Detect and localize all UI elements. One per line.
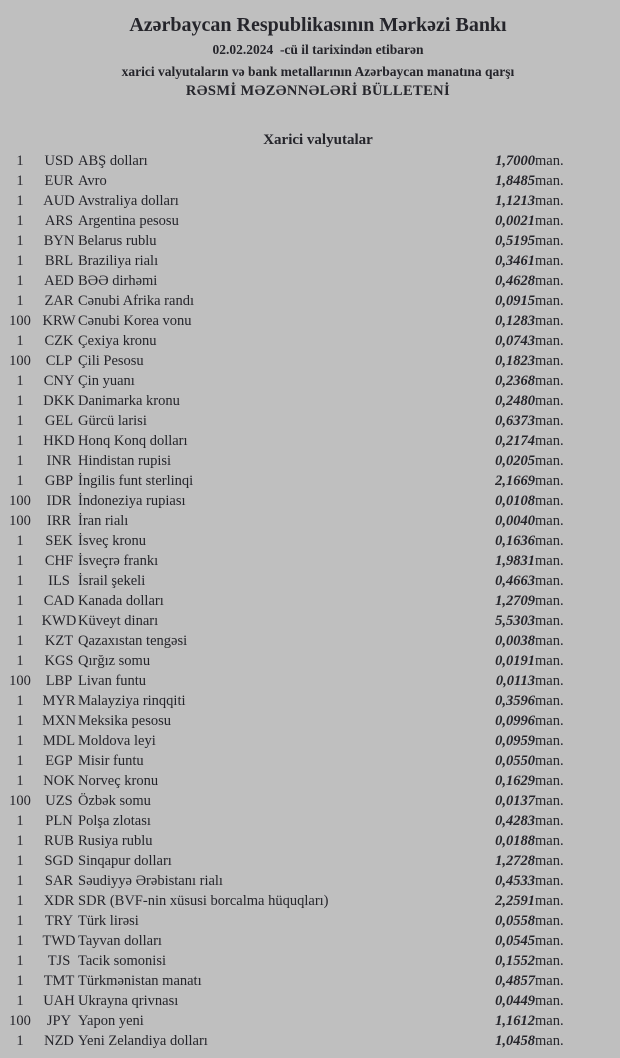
rate-value: 0,4283 [495, 813, 535, 829]
unit-label: man. [535, 493, 564, 509]
rate-value: 0,0449 [495, 993, 535, 1009]
rate-value: 0,4533 [495, 873, 535, 889]
currency-quantity: 1 [16, 733, 24, 749]
unit-label: man. [535, 693, 564, 709]
currency-quantity: 1 [16, 893, 24, 909]
unit-label: man. [535, 573, 564, 589]
currency-code: RUB [44, 833, 74, 849]
currency-name: İsrail şekeli [78, 573, 146, 589]
rate-row [0, 311, 620, 331]
currency-code: TMT [43, 973, 75, 989]
currency-name: Sinqapur dolları [78, 853, 172, 869]
currency-code: MDL [42, 733, 76, 749]
unit-label: man. [535, 333, 564, 349]
currency-name: Çexiya kronu [78, 333, 157, 349]
rate-row [0, 811, 620, 831]
currency-quantity: 1 [16, 553, 24, 569]
currency-code: MYR [42, 693, 76, 709]
currency-code: GBP [44, 473, 74, 489]
currency-name: BƏƏ dirhəmi [78, 273, 158, 289]
rate-row [0, 491, 620, 511]
unit-label: man. [535, 953, 564, 969]
exchange-rates-table [0, 151, 620, 1051]
unit-label: man. [535, 453, 564, 469]
currency-code: SAR [44, 873, 74, 889]
currency-name: Honq Konq dolları [78, 433, 188, 449]
unit-label: man. [535, 553, 564, 569]
rate-value: 0,4628 [495, 273, 535, 289]
currency-code: USD [44, 153, 74, 169]
currency-quantity: 1 [16, 273, 24, 289]
currency-quantity: 1 [16, 613, 24, 629]
rate-row [0, 711, 620, 731]
currency-quantity: 100 [9, 793, 31, 809]
currency-name: Qazaxıstan tengəsi [78, 633, 188, 649]
currency-quantity: 1 [16, 993, 24, 1009]
currency-name: Cənubi Afrika randı [78, 293, 194, 309]
rate-row [0, 371, 620, 391]
currency-code: AED [44, 273, 74, 289]
rate-value: 0,0915 [495, 293, 535, 309]
currency-name: Meksika pesosu [78, 713, 172, 729]
unit-label: man. [535, 873, 564, 889]
unit-label: man. [535, 153, 564, 169]
unit-label: man. [535, 713, 564, 729]
rate-row [0, 1011, 620, 1031]
currency-name: Tayvan dolları [78, 933, 162, 949]
rate-row [0, 891, 620, 911]
currency-name: İsveç kronu [78, 533, 147, 549]
currency-name: Livan funtu [78, 673, 147, 689]
currency-quantity: 1 [16, 693, 24, 709]
currency-name: Polşa zlotası [78, 813, 151, 829]
currency-name: Malayziya rinqqiti [78, 693, 186, 709]
currency-quantity: 1 [16, 753, 24, 769]
rate-value: 1,1213 [495, 193, 535, 209]
unit-label: man. [535, 473, 564, 489]
rate-row [0, 391, 620, 411]
rate-value: 1,7000 [495, 153, 535, 169]
currency-name: Türkmənistan manatı [78, 973, 202, 989]
rate-row [0, 511, 620, 531]
rate-row [0, 571, 620, 591]
currency-quantity: 1 [16, 473, 24, 489]
unit-label: man. [535, 253, 564, 269]
currency-code: TRY [44, 913, 74, 929]
currency-quantity: 1 [16, 853, 24, 869]
rate-row [0, 731, 620, 751]
currency-code: BYN [43, 233, 75, 249]
rate-row [0, 351, 620, 371]
unit-label: man. [535, 293, 564, 309]
currency-name: Avstraliya dolları [78, 193, 179, 209]
rate-value: 0,0188 [495, 833, 535, 849]
rate-value: 1,2728 [495, 853, 535, 869]
currency-quantity: 1 [16, 953, 24, 969]
currency-name: Qırğız somu [78, 653, 151, 669]
rate-row [0, 931, 620, 951]
currency-name: Danimarka kronu [78, 393, 180, 409]
currency-name: Türk lirəsi [78, 913, 139, 929]
currency-code: CHF [44, 553, 74, 569]
currency-code: KRW [42, 313, 76, 329]
currency-quantity: 1 [16, 333, 24, 349]
unit-label: man. [535, 993, 564, 1009]
unit-label: man. [535, 1013, 564, 1029]
currency-quantity: 1 [16, 453, 24, 469]
unit-label: man. [535, 233, 564, 249]
unit-label: man. [535, 933, 564, 949]
currency-code: EUR [44, 173, 74, 189]
rate-row [0, 251, 620, 271]
rate-row [0, 671, 620, 691]
rate-value: 0,0191 [495, 653, 535, 669]
currency-code: PLN [45, 813, 73, 829]
currency-code: XDR [43, 893, 75, 909]
currency-quantity: 1 [16, 253, 24, 269]
rate-row [0, 231, 620, 251]
rate-value: 0,1823 [495, 353, 535, 369]
currency-code: TWD [42, 933, 76, 949]
rate-row [0, 951, 620, 971]
rate-row [0, 551, 620, 571]
currency-name: Çili Pesosu [78, 353, 144, 369]
currency-quantity: 100 [9, 353, 31, 369]
rate-row [0, 431, 620, 451]
rate-row [0, 911, 620, 931]
currency-name: Cənubi Korea vonu [78, 313, 192, 329]
currency-quantity: 1 [16, 393, 24, 409]
rate-value: 5,5303 [495, 613, 535, 629]
rate-row [0, 871, 620, 891]
currency-quantity: 1 [16, 913, 24, 929]
currency-quantity: 1 [16, 653, 24, 669]
bank-name-title: Azərbaycan Respublikasının Mərkəzi Bankı [129, 14, 507, 36]
currency-quantity: 1 [16, 593, 24, 609]
rate-row [0, 411, 620, 431]
rate-row [0, 751, 620, 771]
rate-value: 0,0021 [495, 213, 535, 229]
unit-label: man. [535, 193, 564, 209]
currency-code: ILS [48, 573, 70, 589]
rate-row [0, 291, 620, 311]
currency-code: MXN [42, 713, 76, 729]
rate-value: 0,0038 [495, 633, 535, 649]
currency-quantity: 100 [9, 493, 31, 509]
unit-label: man. [535, 773, 564, 789]
unit-label: man. [535, 673, 564, 689]
unit-label: man. [535, 813, 564, 829]
bulletin-header [0, 0, 620, 100]
currency-code: ARS [44, 213, 74, 229]
currency-quantity: 1 [16, 213, 24, 229]
rate-value: 0,1629 [495, 773, 535, 789]
currency-code: JPY [46, 1013, 72, 1029]
currency-code: GEL [44, 413, 74, 429]
currency-code: DKK [43, 393, 75, 409]
currency-code: BRL [44, 253, 74, 269]
rate-row [0, 151, 620, 171]
currency-code: LBP [45, 673, 73, 689]
currency-quantity: 1 [16, 533, 24, 549]
rate-value: 0,1552 [495, 953, 535, 969]
currency-code: KGS [44, 653, 74, 669]
currency-code: INR [46, 453, 72, 469]
currency-quantity: 1 [16, 773, 24, 789]
currency-code: IDR [46, 493, 72, 509]
currency-quantity: 1 [16, 713, 24, 729]
rate-row [0, 971, 620, 991]
effective-date-line: 02.02.2024 -cü il tarixindən etibarən [212, 42, 424, 57]
rate-value: 1,1612 [495, 1013, 535, 1029]
currency-name: İndoneziya rupiası [78, 493, 186, 509]
currency-code: IRR [46, 513, 72, 529]
currency-quantity: 1 [16, 173, 24, 189]
unit-label: man. [535, 393, 564, 409]
currency-code: CLP [45, 353, 73, 369]
currency-name: Belarus rublu [78, 233, 157, 249]
rate-value: 0,1283 [495, 313, 535, 329]
currency-code: KWD [41, 613, 77, 629]
unit-label: man. [535, 913, 564, 929]
rate-value: 2,2591 [495, 893, 535, 909]
currency-quantity: 1 [16, 233, 24, 249]
currency-quantity: 100 [9, 313, 31, 329]
unit-label: man. [535, 413, 564, 429]
currency-name: Ukrayna qrivnası [78, 993, 179, 1009]
rate-row [0, 211, 620, 231]
currency-quantity: 1 [16, 633, 24, 649]
unit-label: man. [535, 373, 564, 389]
currency-code: CZK [44, 333, 74, 349]
rate-value: 0,0743 [495, 333, 535, 349]
unit-label: man. [535, 793, 564, 809]
rate-row [0, 331, 620, 351]
unit-label: man. [535, 633, 564, 649]
rate-row [0, 271, 620, 291]
unit-label: man. [535, 513, 564, 529]
currency-code: EGP [45, 753, 73, 769]
rate-row [0, 851, 620, 871]
currency-quantity: 1 [16, 153, 24, 169]
currency-code: NOK [43, 773, 75, 789]
currency-quantity: 100 [9, 1013, 31, 1029]
unit-label: man. [535, 353, 564, 369]
currency-quantity: 1 [16, 813, 24, 829]
currency-name: İsveçrə frankı [78, 553, 159, 569]
rate-value: 0,0137 [495, 793, 535, 809]
rate-value: 0,0558 [495, 913, 535, 929]
unit-label: man. [535, 653, 564, 669]
currency-name: Tacik somonisi [78, 953, 166, 969]
currency-name: SDR (BVF-nin xüsusi borcalma hüquqları) [78, 893, 329, 909]
rate-value: 0,6373 [495, 413, 535, 429]
rate-value: 0,0205 [495, 453, 535, 469]
unit-label: man. [535, 853, 564, 869]
rate-value: 1,2709 [495, 593, 535, 609]
unit-label: man. [535, 893, 564, 909]
rate-value: 2,1669 [495, 473, 535, 489]
rate-value: 0,3596 [495, 693, 535, 709]
unit-label: man. [535, 733, 564, 749]
currency-name: Gürcü larisi [78, 413, 147, 429]
currency-name: Moldova leyi [78, 733, 156, 749]
currency-name: Küveyt dinarı [78, 613, 159, 629]
currency-quantity: 1 [16, 573, 24, 589]
currency-name: ABŞ dolları [78, 153, 148, 169]
rate-row [0, 1031, 620, 1051]
rate-row [0, 191, 620, 211]
rate-row [0, 171, 620, 191]
rate-value: 0,2480 [495, 393, 535, 409]
rate-value: 0,0959 [495, 733, 535, 749]
unit-label: man. [535, 753, 564, 769]
currency-code: AUD [43, 193, 75, 209]
unit-label: man. [535, 593, 564, 609]
rate-row [0, 651, 620, 671]
currency-name: Yeni Zelandiya dolları [78, 1033, 208, 1049]
currency-code: SEK [45, 533, 73, 549]
currency-quantity: 1 [16, 413, 24, 429]
currency-quantity: 1 [16, 873, 24, 889]
currency-name: Rusiya rublu [78, 833, 153, 849]
rate-row [0, 631, 620, 651]
currency-code: NZD [44, 1033, 74, 1049]
rate-value: 0,0550 [495, 753, 535, 769]
rate-row [0, 791, 620, 811]
unit-label: man. [535, 313, 564, 329]
currency-name: Səudiyyə Ərəbistanı rialı [78, 873, 223, 889]
rate-value: 1,0458 [495, 1033, 535, 1049]
currency-code: TJS [47, 953, 71, 969]
rate-row [0, 771, 620, 791]
currency-quantity: 1 [16, 933, 24, 949]
currency-name: Kanada dolları [78, 593, 164, 609]
currency-quantity: 1 [16, 433, 24, 449]
currency-code: KZT [44, 633, 74, 649]
currency-name: Argentina pesosu [78, 213, 179, 229]
currency-name: İngilis funt sterlinqi [78, 473, 194, 489]
currency-code: UAH [43, 993, 75, 1009]
currency-name: Yapon yeni [78, 1013, 144, 1029]
bulletin-title: RƏSMİ MƏZƏNNƏLƏRİ BÜLLETENİ [185, 83, 451, 99]
rate-value: 0,1636 [495, 533, 535, 549]
currency-code: HKD [43, 433, 75, 449]
rate-value: 0,4857 [495, 973, 535, 989]
unit-label: man. [535, 213, 564, 229]
rate-value: 1,9831 [495, 553, 535, 569]
unit-label: man. [535, 973, 564, 989]
rate-value: 0,0113 [495, 673, 535, 689]
currency-code: UZS [45, 793, 73, 809]
currency-code: SGD [44, 853, 74, 869]
currency-quantity: 100 [9, 673, 31, 689]
unit-label: man. [535, 613, 564, 629]
currency-quantity: 1 [16, 973, 24, 989]
currency-quantity: 1 [16, 1033, 24, 1049]
currency-code: CAD [43, 593, 75, 609]
unit-label: man. [535, 833, 564, 849]
currency-name: İran rialı [78, 513, 129, 529]
currency-name: Özbək somu [78, 793, 151, 809]
rate-value: 0,0108 [495, 493, 535, 509]
rate-value: 1,8485 [495, 173, 535, 189]
currency-quantity: 1 [16, 193, 24, 209]
currency-name: Hindistan rupisi [78, 453, 172, 469]
rate-value: 0,0040 [495, 513, 535, 529]
rate-row [0, 531, 620, 551]
currency-code: ZAR [44, 293, 74, 309]
unit-label: man. [535, 173, 564, 189]
rate-value: 0,0545 [495, 933, 535, 949]
currency-quantity: 1 [16, 293, 24, 309]
rate-row [0, 691, 620, 711]
unit-label: man. [535, 1033, 564, 1049]
currency-quantity: 100 [9, 513, 31, 529]
rate-value: 0,2368 [495, 373, 535, 389]
currency-quantity: 1 [16, 833, 24, 849]
rate-value: 0,0996 [495, 713, 535, 729]
rate-value: 0,3461 [495, 253, 535, 269]
rate-row [0, 471, 620, 491]
unit-label: man. [535, 433, 564, 449]
unit-label: man. [535, 273, 564, 289]
currency-name: Norveç kronu [78, 773, 159, 789]
currency-name: Avro [78, 173, 107, 189]
currency-quantity: 1 [16, 373, 24, 389]
rate-row [0, 991, 620, 1011]
section-title-foreign-currencies: Xarici valyutalar [263, 132, 373, 148]
rate-row [0, 591, 620, 611]
rate-value: 0,2174 [495, 433, 535, 449]
currency-name: Misir funtu [78, 753, 144, 769]
rate-row [0, 451, 620, 471]
rate-value: 0,4663 [495, 573, 535, 589]
rate-row [0, 831, 620, 851]
currency-name: Braziliya rialı [78, 253, 159, 269]
rate-value: 0,5195 [495, 233, 535, 249]
currency-name: Çin yuanı [78, 373, 135, 389]
currency-code: CNY [43, 373, 75, 389]
unit-label: man. [535, 533, 564, 549]
bulletin-subtitle: xarici valyutaların və bank metallarının Azərbaycan manatına qarşı [121, 64, 515, 79]
rate-row [0, 611, 620, 631]
